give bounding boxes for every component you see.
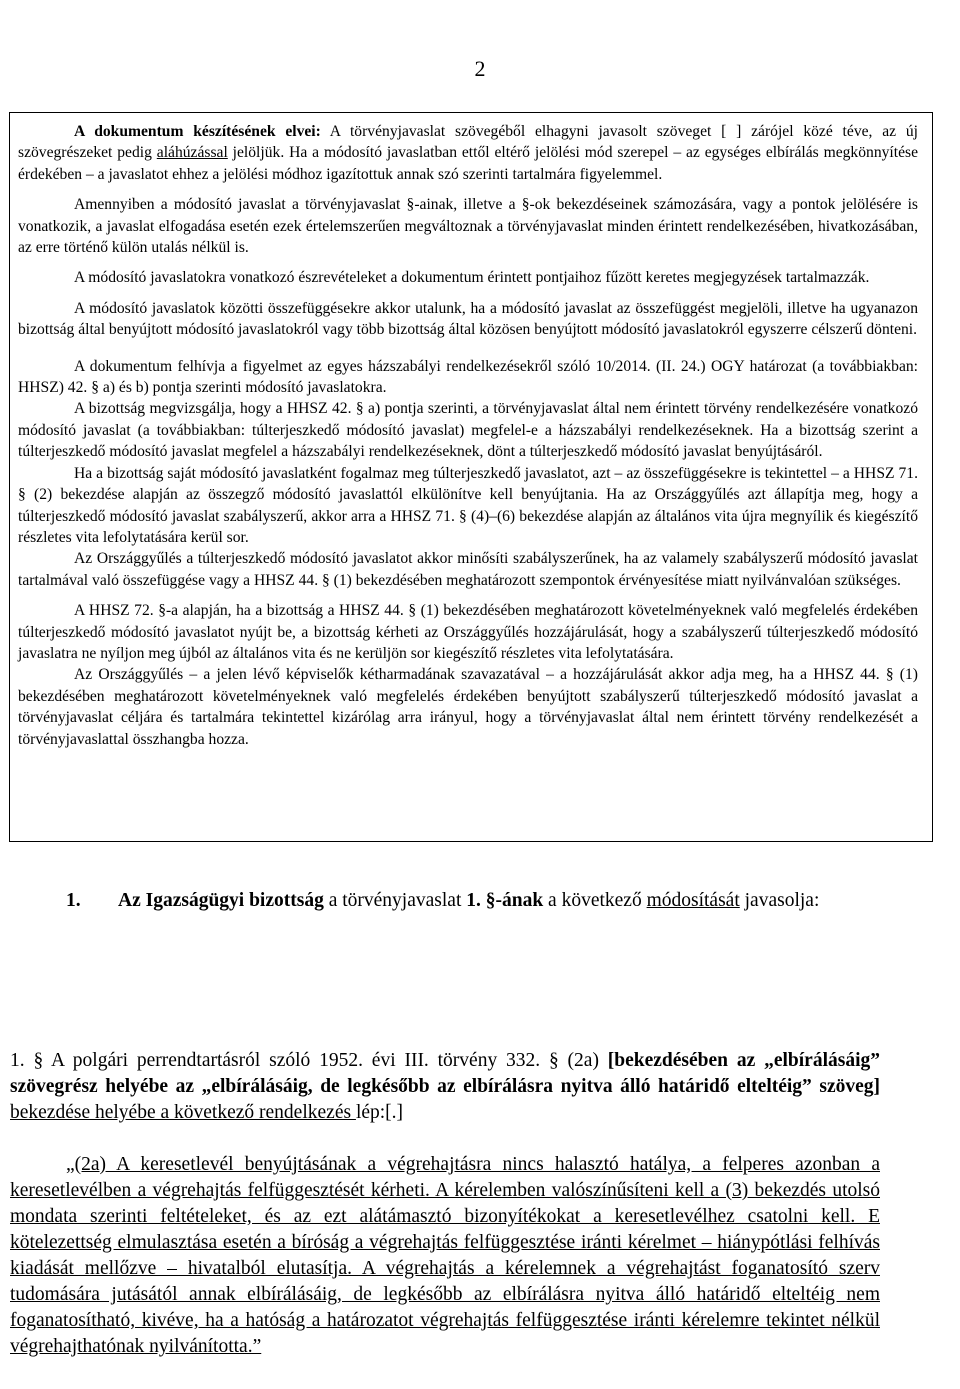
- reference-end: lép:[.]: [355, 1102, 404, 1123]
- amendment-text-2: a következő: [543, 890, 647, 911]
- notes-paragraph-comments: A módosító javaslatokra vonatkozó észrevételeket a dokumentum érintett pontjaihoz fűzött keretes megjegyzések tartalmazzák.: [74, 269, 870, 287]
- page-number: 2: [474, 56, 486, 81]
- principles-text-b: jelöljük. Ha a módosító javaslatban ettől eltérő jelölési mód szerepel – az egységes elbírálás megkönnyítése érdekében – a javaslatot ehhez a jelölési módhoz igazítottuk annak szó szerinti tartalmára figyelemmel.: [18, 144, 918, 183]
- notes-paragraph-relations: A módosító javaslatok közötti összefüggésekre akkor utalunk, ha a módosító javaslat az összefüggést megjelöli, illetve ha ugyanazon bizottság által benyújtott módosító javaslatokról vagy több bizottság által közösen benyújtott módosító javaslatokról egyszerre célszerű dönteni.: [18, 299, 918, 339]
- amendment-reference: [10, 1048, 880, 1126]
- notes-box: [9, 112, 933, 842]
- amendment-text-3: javasolja:: [739, 890, 820, 911]
- amendment-committee: Az Igazságügyi bizottság: [118, 890, 324, 911]
- amendment-text-1: a törvényjavaslat: [323, 890, 467, 911]
- notes-paragraph-numbering: Amennyiben a módosító javaslat a törvényjavaslat §-ainak, illetve a §-ok bekezdéseinek számozására, vagy a pontok jelölésére is vonatkozik, a javaslat elfogadása esetén ezek értelemszerűen megváltoznak a törvényjavaslat minden érintett rendelkezésében, hivatkozásában, az erre történő külön utalás nélkül is.: [18, 196, 918, 257]
- notes-paragraph-principles: [18, 121, 918, 185]
- amendment-modification: módosítását: [646, 890, 740, 911]
- reference-struck-text: [bekezdésében az „elbírálásáig” szövegrész helyébe az „elbírálásáig, de legkésőbb az elbírálásra nyitva álló határidő elteltéig” szöveg]: [10, 1050, 880, 1097]
- principles-underlined: aláhúzással: [156, 144, 228, 162]
- notes-paragraph-consent: Az Országgyűlés – a jelen lévő képviselők kétharmadának szavazatával – a hozzájárulását akkor adja meg, ha a HHSZ 44. § (1) bekezdésében meghatározott követelményeknek való megfelelés érdekében benyújtott szabályszerű túlterjeszkedő módosító javaslat a törvényjavaslat céljára és tartalmára tekintettel kizárólag arra irányul, hogy a törvényjavaslat által nem érintett törvény rendelkezését a törvényjavaslattal összhangba hozza.: [18, 666, 918, 748]
- notes-content: [18, 121, 918, 750]
- reference-underlined: bekezdése helyébe a következő rendelkezés: [10, 1102, 356, 1123]
- amendment-heading: [10, 888, 880, 914]
- notes-paragraph-committee-own: Ha a bizottság saját módosító javaslatként fogalmaz meg túlterjeszkedő javaslatot, azt – az összefüggésekre is tekintettel – a HHSZ 71. § (2) bekezdése alapján az összegző módosító javaslattól elkülönítve kell benyújtania. Ha az Országgyűlés azt állapítja meg, hogy a túlterjeszkedő módosító javaslat szabályszerű, akkor arra a HHSZ 71. § (4)–(6) bekezdése alapján az általános vita újra megnyílik és kiegészítő részletes vita lefolytatására kerül sor.: [18, 464, 918, 546]
- principles-heading: A dokumentum készítésének elvei:: [74, 123, 321, 140]
- notes-paragraph-hhsz72: A HHSZ 72. §-a alapján, ha a bizottság a HHSZ 44. § (1) bekezdésében meghatározott követelményeknek való megfelelés érdekében túlterjeszkedő módosító javaslatot nyújt be, a bizottság kérheti az Országgyűlés hozzájárulását, hogy a szabályszerű túlterjeszkedő módosító javaslatra ne nyíljon meg újból az általános vita és ne kerüljön sor kiegészítő részletes vita lefolytatására.: [18, 602, 918, 662]
- notes-paragraph-regular: Az Országgyűlés a túlterjeszkedő módosító javaslatot akkor minősíti szabályszerűnek, ha az valamely szabályszerű módosító javaslat tartalmával való összefüggése vagy a HHSZ 44. § (1) bekezdésében meghatározott szempontok érvényesítése miatt nyilvánvalóan szükséges.: [18, 550, 918, 589]
- notes-paragraph-committee-review: A bizottság megvizsgálja, hogy a HHSZ 42. § a) pontja szerinti, a törvényjavaslat által nem érintett törvény rendelkezésére vonatkozó módosító javaslat (a továbbiakban: túlterjeszkedő módosító javaslat) megfelel-e a házszabályi rendelkezéseknek. Ha a bizottság szerint a túlterjeszkedő módosító javaslat megfelel a házszabályi rendelkezéseknek, dönt a túlterjeszkedő módosító javaslat benyújtásáról.: [18, 400, 918, 461]
- reference-plain: 1. § A polgári perrendtartásról szóló 1952. évi III. törvény 332. § (2a): [10, 1050, 608, 1071]
- principles-text-a: A törvényjavaslat szövegéből elhagyni javasolt szöveget [ ] zárójel közé téve, az új szövegrészeket pedig: [18, 123, 918, 162]
- amendment-section: 1. §-ának: [466, 890, 544, 911]
- new-provision-text: „(2a) A keresetlevél benyújtásának a végrehajtásra nincs halasztó hatálya, a felperes azonban a keresetlevélben a végrehajtás felfüggesztését kérheti. A kérelemben valószínűsíteni kell a (3) bekezdés utolsó mondata szerinti feltételeket, és az ezt alátámasztó bizonyítékokat a keresetlevélhez csatolni kell. E kötelezettség elmulasztása esetén a bíróság a végrehajtás felfüggesztése iránti kérelmet – hiánypótlási felhívás kiadását mellőzve – hivatalból elutasítja. A végrehajtás a kérelemnek a végrehajtást foganatosító szerv tudomására jutásától annak elbírálásáig, de legkésőbb az elbírálásra nyitva álló határidő elteltéig nem foganatosítható, kivéve, ha a hatóság a határozatot végrehajtás felfüggesztése iránti kérelemre tekintet nélkül végrehajthatónak nyilvánította.”: [10, 1154, 880, 1357]
- amendment-number: 1.: [66, 890, 81, 911]
- notes-paragraph-hhsz: A dokumentum felhívja a figyelmet az egyes házszabályi rendelkezésekről szóló 10/2014. (II. 24.) OGY határozat (a továbbiakban: HHSZ) 42. § a) és b) pontja szerinti módosító javaslatokra.: [18, 357, 918, 397]
- amendment-new-text: [10, 1152, 880, 1360]
